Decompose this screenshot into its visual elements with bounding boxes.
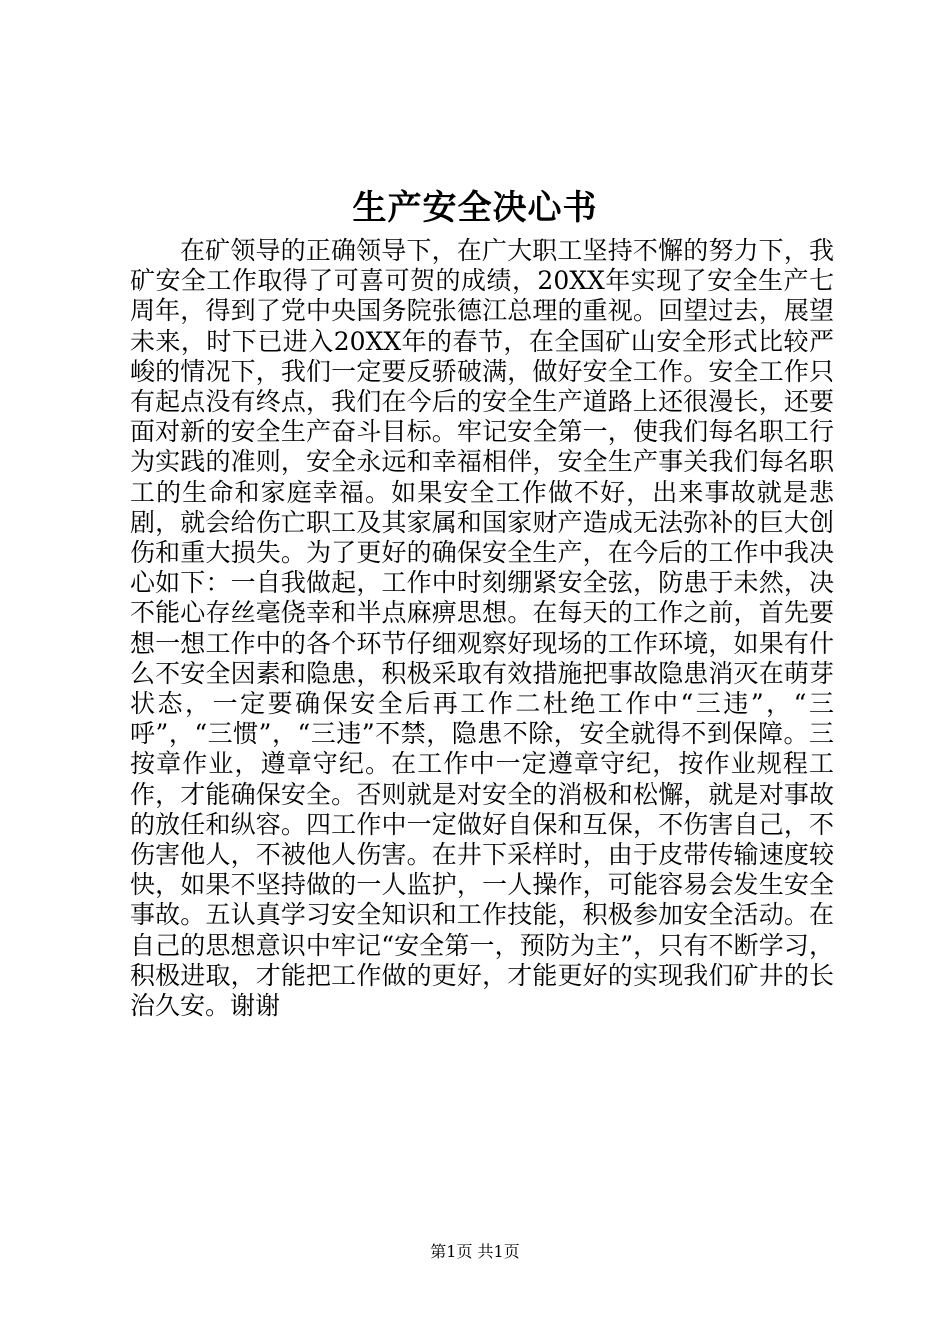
document-body: 在矿领导的正确领导下，在广大职工坚持不懈的努力下，我矿安全工作取得了可喜可贺的成绩，20XX年实现了安全生产七周年，得到了党中央国务院张德江总理的重视。回望过去，展望未来，时下已进入20XX年的春节，在全国矿山安全形式比较严峻的情况下，我们一定要反骄破满，做好安全工作。安全工作只有起点没有终点，我们在今后的安全生产道路上还很漫长，还要面对新的安全生产奋斗目标。牢记安全第一，使我们每名职工行为实践的准则，安全永远和幸福相伴，安全生产事关我们每名职工的生命和家庭幸福。如果安全工作做不好，出来事故就是悲剧，就会给伤亡职工及其家属和国家财产造成无法弥补的巨大创伤和重大损失。为了更好的确保安全生产，在今后的工作中我决心如下：一自我做起，工作中时刻绷紧安全弦，防患于未然，决不能心存丝毫侥幸和半点麻痹思想。在每天的工作之前，首先要想一想工作中的各个环节仔细观察好现场的工作环境，如果有什么不安全因素和隐患，积极采取有效措施把事故隐患消灭在萌芽状态，一定要确保安全后再工作二杜绝工作中“三违”，“三呼”，“三惯”，“三违”不禁，隐患不除，安全就得不到保障。三按章作业，遵章守纪。在工作中一定遵章守纪，按作业规程工作，才能确保安全。否则就是对安全的消极和松懈，就是对事故的放任和纵容。四工作中一定做好自保和互保，不伤害自己，不伤害他人，不被他人伤害。在井下采样时，由于皮带传输速度较快，如果不坚持做的一人监护，一人操作，可能容易会发生安全事故。五认真学习安全知识和工作技能，积极参加安全活动。在自己的思想意识中牢记“安全第一，预防为主”，只有不断学习，积极进取，才能把工作做的更好，才能更好的实现我们矿井的长治久安。谢谢 [130,236,834,1021]
page-footer: 第1页 共1页 [430,1242,520,1261]
document-title: 生产安全决心书 [352,188,598,228]
